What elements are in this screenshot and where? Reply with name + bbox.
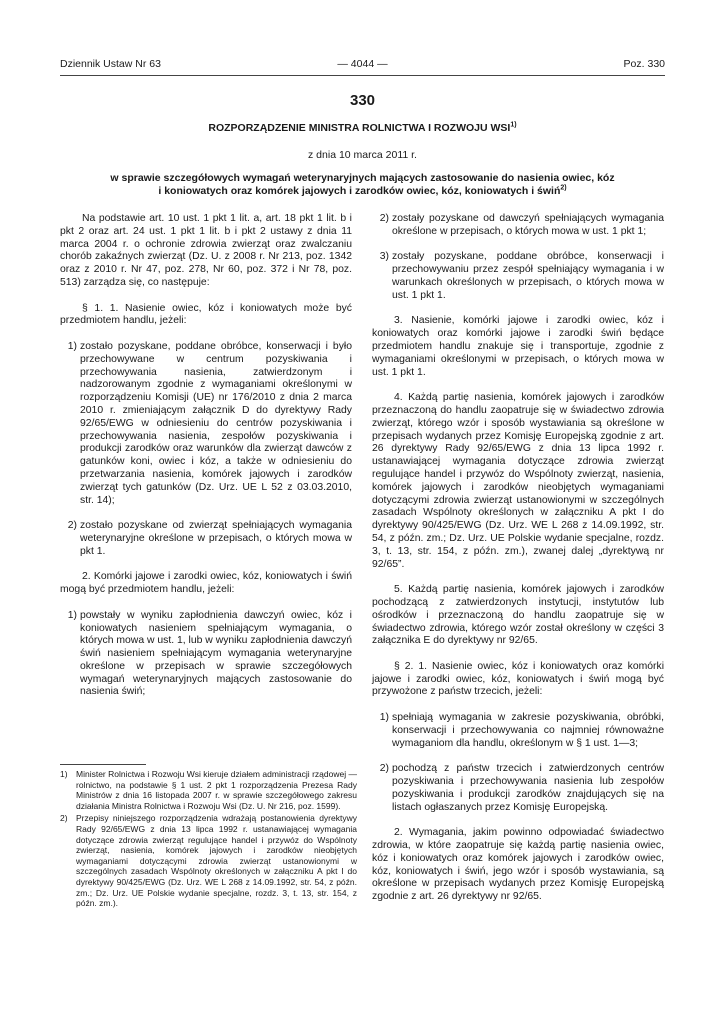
page-number: — 4044 — xyxy=(337,58,388,70)
list-item-text: pochodzą z państw trzecich i zatwierdzonych centrów pozyskiwania i przechowywania nasienia lub zespołów pozyskiwania i produkcji zarodków znajdujących się na listach ogłaszanych przez Komisję Europejską. xyxy=(392,763,664,813)
section1-para5: 5. Każdą partię nasienia, komórek jajowych i zarodków pochodzącą z zatwierdzonych instytucji, instytutów lub ośrodków i przeznaczoną do handlu zaopatruje się w świadectwo zdrowia, którego wzór został określony w części 3 załącznika E do dyrektywy nr 92/65. xyxy=(372,584,664,647)
preamble: Na podstawie art. 10 ust. 1 pkt 1 lit. a, art. 18 pkt 1 lit. b i pkt 2 oraz art. 24 ust. 1 pkt 1 lit. b i pkt 2 ustawy z dnia 11 marca 2004 r. o ochronie zdrowia zwierząt oraz zwalczaniu chorób zakaźnych zwierząt (Dz. U. z 2008 r. Nr 213, poz. 1342 oraz z 2010 r. Nr 47, poz. 278, Nr 60, poz. 372 i Nr 78, poz. 513) zarządza się, co następuje: xyxy=(60,213,352,288)
section1-para4: 4. Każdą partię nasienia, komórek jajowych i zarodków przeznaczoną do handlu zaopatruje się w świadectwo zdrowia zwierząt, którego wzór i sposób wystawiania są określone w przepisach wydanych przez Komisję Europejską zgodnie z art. 26 dyrektywy Rady 92/65/EWG z dnia 13 lipca 1992 r. ustanawiającej wymagania dotyczące zdrowia zwierząt regulujące handel i przywóz do Wspólnoty zwierząt, nasienia, komórek jajowych i zarodków nieobjętych wymaganiami dotyczącymi zdrowia zwierząt ustanowionymi w szczególnych zasadach Wspólnoty określonych w załączniku A pkt I do dyrektywy 90/425/EWG (Dz. Urz. WE L 268 z 14.09.1992, str. 54, z późn. zm.; Dz. Urz. UE Polskie wydanie specjalne, rozdz. 3, t. 13, str. 154, z późn. zm.), zwanej dalej „dyrektywą nr 92/65”. xyxy=(372,392,664,570)
list-item-text: spełniają wymagania w zakresie pozyskiwania, obróbki, konserwacji i przechowywania co najmniej równoważne wymaganiom dla handlu, określonym w § 1 ust. 1—3; xyxy=(392,712,664,749)
list-item-text: zostały pozyskane od dawczyń spełniających wymagania określone w przepisach, o których mowa w ust. 1 pkt 1; xyxy=(392,213,664,237)
list-item-text: zostało pozyskane od zwierząt spełniających wymagania weterynaryjne określone w przepisach, o których mowa w pkt 1. xyxy=(80,520,352,557)
list-item-number: 1) xyxy=(379,712,389,724)
list-item-number: 1) xyxy=(67,340,77,352)
section1-para2: 2. Komórki jajowe i zarodki owiec, kóz, koniowatych i świń mogą być przedmiotem handlu, jeżeli: xyxy=(60,571,352,596)
list-item xyxy=(60,341,352,507)
list-item xyxy=(372,763,664,814)
act-subject-line2: i koniowatych oraz komórek jajowych i zarodków owiec, kóz, koniowatych i świń xyxy=(158,185,561,197)
list-item xyxy=(372,712,664,750)
position-number: Poz. 330 xyxy=(623,58,665,70)
footnote-divider xyxy=(60,764,146,765)
footnotes xyxy=(60,769,357,911)
list-item-number: 2) xyxy=(379,763,389,775)
footnote-text: Minister Rolnictwa i Rozwoju Wsi kieruje działem administracji rządowej — rolnictwo, na podstawie § 1 ust. 2 pkt 1 rozporządzenia Prezesa Rady Ministrów z dnia 16 listopada 2007 r. w sprawie szczegółowego zakresu działania Ministra Rolnictwa i Rozwoju Wsi (Dz. U. Nr 216, poz. 1599). xyxy=(76,769,357,811)
list-item xyxy=(60,610,352,700)
footnote-text: Przepisy niniejszego rozporządzenia wdrażają postanowienia dyrektywy Rady 92/65/EWG z dnia 13 lipca 1992 r. ustanawiającej wymagania dotyczące zdrowia zwierząt regulujące handel i przywóz do Wspólnoty zwierząt, nasienia, komórek jajowych i zarodków nieobjętych wymaganiami dotyczącymi zdrowia zwierząt ustanowionymi w szczególnych zasadach Wspólnoty określonych w załączniku A pkt I do dyrektywy 90/425/EWG (Dz. Urz. WE L 268 z 14.09.1992, str. 54, z późn. zm.; Dz. Urz. UE Polskie wydanie specjalne, rozdz. 3, t. 13, str. 154, z późn. zm.). xyxy=(76,813,357,909)
footnote xyxy=(60,769,357,811)
list-item-number: 1) xyxy=(67,609,77,621)
left-column xyxy=(60,213,352,712)
footnote-number: 2) xyxy=(60,813,68,824)
section1-para1: § 1. 1. Nasienie owiec, kóz i koniowatych może być przedmiotem handlu, jeżeli: xyxy=(60,302,352,327)
list-item-number: 3) xyxy=(379,251,389,263)
footnote xyxy=(60,813,357,908)
journal-name: Dziennik Ustaw Nr 63 xyxy=(60,58,161,70)
act-title-text: ROZPORZĄDZENIE MINISTRA ROLNICTWA I ROZWOJU WSI xyxy=(208,122,511,134)
list-item-number: 2) xyxy=(379,213,389,224)
list-item-text: zostały pozyskane, poddane obróbce, konserwacji i przechowywaniu przez zespół spełniający wymagania i w warunkach określonych w przepisach, o których mowa w ust. 1 pkt 1. xyxy=(392,251,664,301)
section2-para2: 2. Wymagania, jakim powinno odpowiadać świadectwo zdrowia, w które zaopatruje się każdą partię nasienia owiec, kóz i koniowatych oraz komórek jajowych i zarodków owiec, kóz, koniowatych i świń, jego wzór i sposób wystawiania, są określone w przepisach wydanych przez Komisję Europejską zgodnie z art. 26 dyrektywy nr 92/65. xyxy=(372,827,664,903)
act-subject xyxy=(60,172,665,198)
act-subject-line1: w sprawie szczegółowych wymagań weterynaryjnych mających zastosowanie do nasienia owiec, kóz xyxy=(110,172,615,184)
list-item xyxy=(60,520,352,558)
list-item-number: 2) xyxy=(67,520,77,532)
act-subject-footnote-ref: 2) xyxy=(560,184,567,192)
footnote-number: 1) xyxy=(60,769,68,779)
list-item-text: powstały w wyniku zapłodnienia dawczyń owiec, kóz i koniowatych nasieniem spełniającym wymagania, o których mowa w ust. 1, lub w wyniku zapłodnienia dawczyń świń nasieniem spełniającym wymagania weterynaryjne określone w przepisach w sprawie szczegółowych wymagań weterynaryjnych mających zastosowanie do nasienia świń; xyxy=(80,609,353,698)
header-divider xyxy=(60,75,665,76)
act-date: z dnia 10 marca 2011 r. xyxy=(308,149,417,161)
act-title xyxy=(0,122,725,134)
section1-para3: 3. Nasienie, komórki jajowe i zarodki owiec, kóz i koniowatych oraz komórki jajowe i zarodki świń będące przedmiotem handlu znakuje się i transportuje, zgodnie z wymaganiami określonymi w przepisach, o których mowa w ust. 1 pkt 1. xyxy=(372,315,664,378)
act-number: 330 xyxy=(349,92,376,109)
right-column xyxy=(372,213,664,917)
section2-para1: § 2. 1. Nasienie owiec, kóz i koniowatych oraz komórki jajowe i zarodki owiec, kóz, koniowatych i świń mogą być przywożone z państw trzecich, jeżeli: xyxy=(372,660,664,698)
list-item xyxy=(372,251,664,302)
list-item xyxy=(372,213,664,239)
act-title-footnote-ref: 1) xyxy=(510,121,517,129)
list-item-text: zostało pozyskane, poddane obróbce, konserwacji i było przechowywane w centrum pozyskiwania i przechowywania nasienia, zatwierdzonym i nadzorowanym zgodnie z wymaganiami określonymi w rozporządzeniu Komisji (UE) nr 176/2010 z dnia 2 marca 2010 r. zmieniającym załącznik D do dyrektywy Rady 92/65/EWG w odniesieniu do centrów pozyskiwania i przechowywania nasienia, zespołów pozyskiwania i produkcji zarodków oraz warunków dla zwierząt dawców z gatunków koni, owiec i kóz, a także w odniesieniu do przetwarzania nasienia, komórek jajowych i zarodków zwierząt tych gatunków (Dz. Urz. UE L 52 z 03.03.2010, str. 14); xyxy=(80,340,352,506)
